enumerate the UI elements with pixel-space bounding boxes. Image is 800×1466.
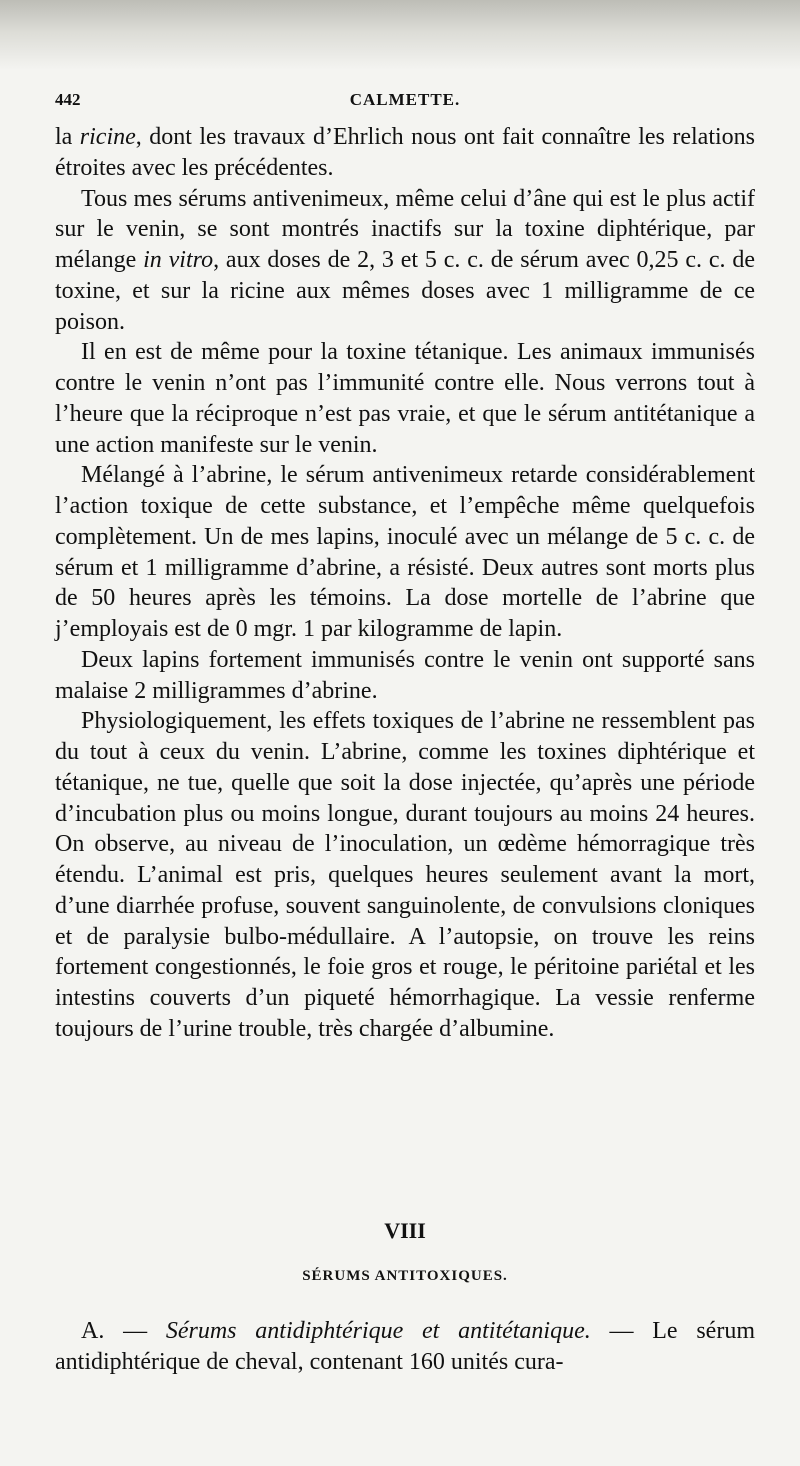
paragraph-2-text: , aux doses de 2, 3 et 5 c. c. de sérum avec 0,25 c. c. de toxine, et sur la ricine aux mêmes doses avec 1 milligramme de ce poison. [55, 247, 756, 335]
subsection-paragraph [55, 1316, 755, 1378]
subsection-title: Sérums antidiphtérique et antitétanique. [165, 1318, 591, 1344]
paragraph-2-start: Tous mes sérums antivenimeux, même celui d’âne qui est le plus actif sur le venin, se sont montrés inactifs sur la toxine diphtérique, par mélange [55, 185, 755, 273]
paragraph-1 [55, 122, 755, 184]
running-head: CALMETTE. [349, 90, 461, 109]
subsection-prefix: A. — [81, 1318, 166, 1344]
paragraph-2-italic: in vitro [143, 247, 214, 273]
subsection-text [55, 1316, 755, 1378]
paragraph-1-italic: ricine [79, 124, 136, 150]
body-text [55, 122, 755, 1045]
section-number: VIII [384, 1218, 426, 1243]
paragraph-3: Il en est de même pour la toxine tétanique. Les animaux immunisés contre le venin n’ont pas l’immunité contre elle. Nous verrons tout à l’heure que la réciproque n’est pas vraie, et que le sérum antitétanique a une action manifeste sur le venin. [55, 339, 755, 458]
paragraph-4: Mélangé à l’abrine, le sérum antivenimeux retarde considérablement l’action toxique de cette substance, et l’empêche même quelquefois complètement. Un de mes lapins, inoculé avec un mélange de 5 c. c. de sérum et 1 milligramme d’abrine, a résisté. Deux autres sont morts plus de 50 heures après les témoins. La dose mortelle de l’abrine que j’employais est de 0 mgr. 1 par kilogramme de lapin. [55, 462, 755, 642]
paragraph-5: Deux lapins fortement immunisés contre le venin ont supporté sans malaise 2 milligrammes d’abrine. [55, 646, 755, 704]
page-number: 442 [55, 90, 81, 109]
paragraph-2 [55, 184, 755, 338]
paragraph-1-text: , dont les travaux d’Ehrlich nous ont fait connaître les relations étroites avec les précédentes. [55, 124, 755, 181]
paragraph-1-start: la [55, 124, 80, 150]
paragraph-6: Physiologiquement, les effets toxiques de l’abrine ne ressemblent pas du tout à ceux du venin. L’abrine, comme les toxines diphtérique et tétanique, ne tue, quelle que soit la dose injectée, qu’après une période d’incubation plus ou moins longue, durant toujours au moins 24 heures. On observe, au niveau de l’inoculation, un œdème hémorragique très étendu. L’animal est pris, quelques heures seulement avant la mort, d’une diarrhée profuse, souvent sanguinolente, de convulsions cloniques et de paralysie bulbo-médullaire. A l’autopsie, on trouve les reins fortement congestionnés, le foie gros et rouge, le péritoine pariétal et les intestins couverts d’un piqueté hémorrhagique. La vessie renferme toujours de l’urine trouble, très chargée d’albumine. [55, 708, 755, 1042]
scan-shadow [0, 0, 800, 70]
section-title: SÉRUMS ANTITOXIQUES. [302, 1268, 508, 1284]
subsection-body: — Le sérum antidiphtérique de cheval, contenant 160 unités cura- [55, 1318, 755, 1375]
page-header [55, 90, 755, 120]
